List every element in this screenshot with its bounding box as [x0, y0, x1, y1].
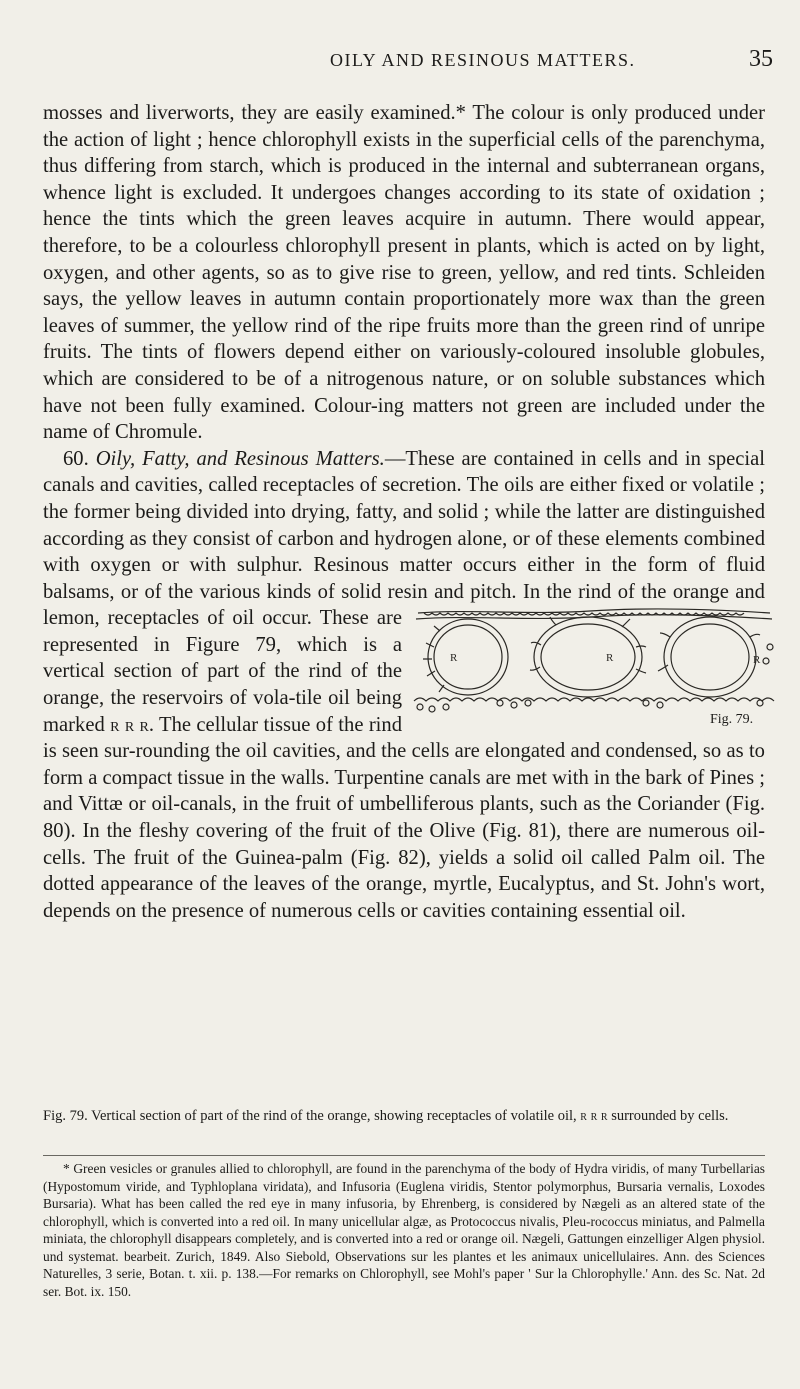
paragraph-1: mosses and liverworts, they are easily examined.* The colour is only produced under the action of light ; hence chlorophyll exists in the superficial cells of the parenchyma, thus differing from starch, which is produced in the internal and subterranean organs, whence light is excluded. It undergoes changes according to its state of oxidation ; hence the tints which the green leaves acquire in autumn. There would appear, therefore, to be a colourless chlorophyll present in plants, which is acted on by light, oxygen, and other agents, so as to give rise to green, yellow, and red tints. Schleiden says, the yellow leaves in autumn contain proportionately more wax than the green leaves of summer, the yellow rind of the ripe fruits more than the green rind of unripe fruits. The tints of flowers depend either on variously-coloured insoluble globules, which are considered to be of a nitrogenous nature, or on soluble substances which have not been fully examined. Colour-ing matters not green are included under the name of Chromule. — [43, 102, 765, 444]
footnote-divider — [43, 1155, 765, 1156]
section-number: 60. — [63, 447, 89, 470]
figure-caption — [43, 1107, 765, 1126]
figure-adjacent-text-end: The cellular tissue of the rind is seen sur- — [43, 713, 402, 763]
reservoir-marks: r r r. — [110, 713, 155, 736]
page-number: 35 — [749, 46, 773, 72]
footnote-text: * Green vesicles or granules allied to chlorophyll, are found in the parenchyma of the body of Hydra viridis, of many Turbellarias (Hypostomum viride, and Typhloplana viridata), and Infusoria (Euglena viridis, Stentor polymorphus, Bursaria vernalis, Loxodes Bursaria). What has been called the red eye in many infusoria, by Ehrenberg, is considered by Nægeli as an altered state of the chlorophyll, which is converted into a red oil. In many unicellular algæ, as Protococcus nivalis, Pleu-rococcus miniatus, and Palmella miniata, the chlorophyll disappears completely, and is converted into a red or orange oil. Nægeli, Gattungen einzelliger Algen physiol. und systemat. bearbeit. Zurich, 1849. Also Siebold, Observations sur les plantes et les animaux unicellulaires. Ann. des Sciences Naturelles, 3 serie, Botan. t. xii. p. 138.—For remarks on Chlorophyll, see Mohl's paper ' Sur la Chlorophylle.' Ann. des Sc. Nat. 2d ser. Bot. ix. 150. — [43, 1161, 765, 1299]
running-title: OILY AND RESINOUS MATTERS. — [330, 50, 636, 70]
region-label: R — [450, 652, 458, 665]
paragraph-2 — [43, 446, 765, 925]
region-label: R — [606, 652, 614, 665]
caption-text: Fig. 79. Vertical section of part of the rind of the orange, showing receptacles of volatile oil, — [43, 1108, 577, 1124]
figure-adjacent-text: In the rind of the orange and lemon, receptacles of oil occur. These are represented in Figure 79, which is a vertical section of part of the rind of the orange, the reservoirs of vola-tile oil being marked — [43, 580, 765, 736]
paragraph-2-rest: rounding the oil cavities, and the cells are elongated and condensed, so as to form a compact tissue in the walls. Turpentine canals are met with in the bark of Pines ; and Vittæ or oil-canals, in the fruit of umbelliferous plants, such as the Coriander (Fig. 80). In the fleshy covering of the fruit of the Olive (Fig. 81), there are numerous oil-cells. The fruit of the Guinea-palm (Fig. 82), yields a solid oil called Palm oil. The dotted appearance of the leaves of the orange, myrtle, Eucalyptus, and St. John's wort, depends on the presence of numerous cells or cavities containing essential oil. — [43, 740, 765, 922]
figure-79 — [410, 607, 777, 729]
body-text — [43, 100, 765, 924]
caption-end: surrounded by cells. — [611, 1108, 729, 1124]
region-label: R — [753, 654, 761, 667]
section-lead: —These are contained in cells and in special canals and cavities, called receptacles of secretion. The oils are either fixed or volatile ; the former being divided into drying, fatty, and solid ; while the latter are distinguished according as they consist of carbon and hydrogen alone, or of these elements combined with oxygen or with sulphur. Resinous matter occurs either in the form of fluid balsams, or of the various kinds of solid resin and pitch. — [43, 447, 765, 603]
caption-marks: r r r — [580, 1108, 608, 1124]
section-heading: Oily, Fatty, and Resinous Matters. — [95, 447, 385, 470]
running-head — [0, 46, 800, 80]
figure-label: Fig. 79. — [710, 712, 754, 728]
footnote — [43, 1160, 765, 1300]
